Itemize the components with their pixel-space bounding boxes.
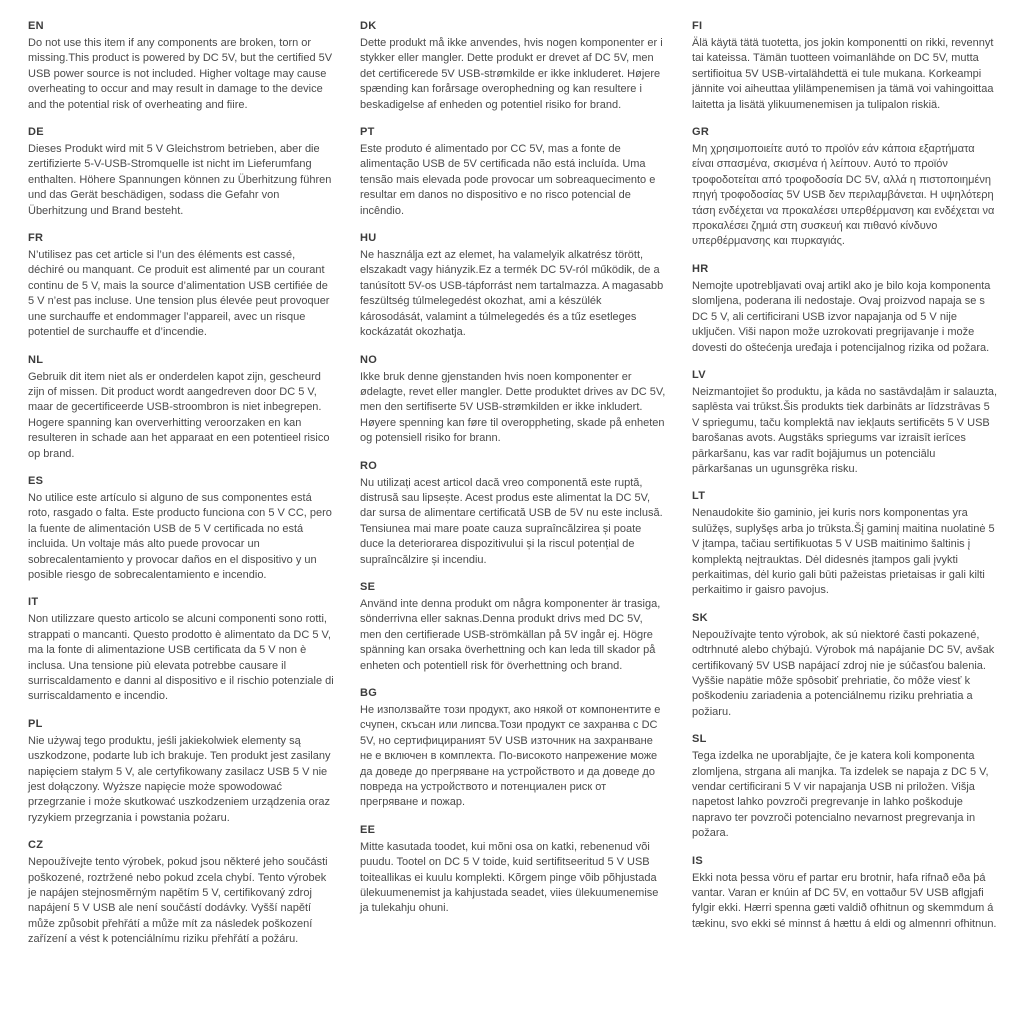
language-code: EE xyxy=(360,823,376,836)
language-code: NO xyxy=(360,353,378,366)
language-code: RO xyxy=(360,459,378,472)
language-text: Gebruik dit item niet als er onderdelen kapot zijn, gescheurd zijn of missen. Dit product wordt aangedreven door DC 5 V, maar de gecertificeerde USB-stroombron is niet inbegrepen. Hogere spanning kan oververhitting veroorzaken en kan resulteren in schade aan het apparaat en een potentieel risico op brand. xyxy=(28,370,330,460)
language-code: SE xyxy=(360,580,376,593)
language-text: No utilice este artículo si alguno de sus componentes está roto, rasgado o falta. Este producto funciona con 5 V CC, pero la fuente de alimentación USB de 5 V certificada no está incluida. Un voltaje más alto puede provocar un sobrecalentamiento y provocar daños en el dispositivo y un posible riesgo de sobrecalentamiento e incendio. xyxy=(28,491,332,581)
language-code: SK xyxy=(692,611,708,624)
language-section-de xyxy=(28,126,334,219)
language-code: BG xyxy=(360,687,378,699)
language-text: Non utilizzare questo articolo se alcuni componenti sono rotti, strappati o mancanti. Questo prodotto è alimentato da DC 5 V, ma la fonte di alimentazione USB certificata da 5 V non è inclusa. Una tensione più elevata potrebbe causare il surriscaldamento e danni al dispositivo e il rischio potenziale di surriscaldamento e incendio. xyxy=(28,613,334,703)
language-code: FI xyxy=(692,20,703,32)
language-section-sk xyxy=(692,612,998,720)
language-section-hu xyxy=(360,232,666,340)
language-text: Nie używaj tego produktu, jeśli jakiekolwiek elementy są uszkodzone, podarte lub ich brakuje. Ten produkt jest zasilany napięciem stałym 5 V, ale certyfikowany zasilacz USB 5 V nie jest dołączony. Wyższe napięcie może spowodować przegrzanie i może skutkować uszkodzeniem urządzenia oraz ryzykiem przegrzania i powstania pożaru. xyxy=(28,734,331,824)
language-code: PT xyxy=(360,126,375,139)
language-section-pl xyxy=(28,718,334,826)
language-section-no xyxy=(360,354,666,447)
language-text: Nepoužívejte tento výrobek, pokud jsou některé jeho součásti poškozené, roztržené nebo pokud zcela chybí. Tento výrobek je napájen stejnosměrným napětím 5 V, certifikovaný zdroj napájení 5 V USB ale není součástí dodávky. Vyšší napětí může způsobit přehřátí a může mít za následek poškození zařízení a vést k potenciálnímu riziku přehřátí a požáru. xyxy=(28,856,328,946)
language-section-ee xyxy=(360,824,666,917)
language-code: DK xyxy=(360,20,377,32)
language-code: LV xyxy=(692,368,706,381)
language-text: Älä käytä tätä tuotetta, jos jokin komponentti on rikki, revennyt tai kateissa. Tämän tuotteen voimanlähde on DC 5V, mutta sertifioitua 5V USB-virtalähdettä ei tule mukana. Korkeampi jännite voi aiheuttaa ylilämpenemisen ja tämä voi vahingoittaa laitetta ja lisätä ylikuumenemisen ja tulipalon riskiä. xyxy=(692,37,994,111)
language-code: FR xyxy=(28,232,44,245)
language-text: Ne használja ezt az elemet, ha valamelyik alkatrész törött, elszakadt vagy hiányzik.Ez a termék DC 5V-ról működik, de a tanúsított 5V-os USB-tápforrást nem tartalmazza. A magasabb feszültség túlmelegedést okozhat, ami a készülék károsodását, valamint a túlmelegedés és a tűz esetleges kockázatát okozhatja. xyxy=(360,249,664,339)
language-section-se xyxy=(360,581,666,674)
language-section-fr xyxy=(28,232,334,340)
language-text: Neizmantojiet šo produktu, ja kāda no sastāvdaļām ir salauzta, saplēsta vai trūkst.Šis produkts tiek darbināts ar līdzstrāvas 5 V spriegumu, taču komplektā nav iekļauts sertificēts 5 V USB barošanas avots. Augstāks spriegums var izraisīt ierīces pārkaršanu, kas var radīt bojājumus un potenciālu pārkaršanas un ugunsgrēka risku. xyxy=(692,385,998,475)
language-section-is xyxy=(692,855,998,933)
language-code: ES xyxy=(28,474,44,487)
language-text: Не използвайте този продукт, ако някой от компонентите е счупен, скъсан или липсва.Този продукт се захранва с DC 5V, но сертифицираният 5V USB източник на захранване не е включен в комплекта. По-високото напрежение може да доведе до прегряване на устройството и да доведе до повреда на устройството и потенциален риск от прегряване и пожар. xyxy=(360,704,661,809)
language-section-lv xyxy=(692,369,998,477)
language-section-es xyxy=(28,475,334,583)
language-code: HU xyxy=(360,232,377,245)
language-code: DE xyxy=(28,126,44,139)
language-code: IS xyxy=(692,854,703,867)
language-section-nl xyxy=(28,354,334,462)
language-section-cz xyxy=(28,839,334,947)
language-code: IT xyxy=(28,596,39,609)
language-code: LT xyxy=(692,490,706,503)
language-section-gr xyxy=(692,126,998,250)
language-code: HR xyxy=(692,262,709,275)
language-code: NL xyxy=(28,353,44,366)
language-text: Nemojte upotrebljavati ovaj artikl ako je bilo koja komponenta slomljena, poderana ili nedostaje. Ovaj proizvod napaja se s DC 5 V, ali certificirani USB izvor napajanja od 5 V nije uključen. Viši napon može uzrokovati pregrijavanje i može dovesti do oštećenja uređaja i potencijalnog rizika od požara. xyxy=(692,279,991,354)
language-code: PL xyxy=(28,717,43,730)
language-text: Do not use this item if any components are broken, torn or missing.This product is powered by DC 5V, but the certified 5V USB power source is not included. Higher voltage may cause overheating to occur and may result in damage to the device and the potential risk of overheating and fiire. xyxy=(28,37,333,111)
language-section-dk xyxy=(360,20,666,113)
language-code: CZ xyxy=(28,839,44,852)
language-section-ro xyxy=(360,460,666,568)
language-section-fi xyxy=(692,20,998,113)
language-text: Mitte kasutada toodet, kui mõni osa on katki, rebenenud või puudu. Tootel on DC 5 V toide, kuid sertifitseeritud 5 V USB toiteallikas ei kuulu komplekti. Kõrgem pinge võib põhjustada ülekuumenemist ja kahjustada seadet, viies ülekuumenemise ja tulekahju ohuni. xyxy=(360,840,659,915)
language-text: Dette produkt må ikke anvendes, hvis nogen komponenter er i stykker eller mangler. Dette produkt er drevet af DC 5V, men det certificerede 5V USB-strømkilde er ikke inkluderet. Højere spænding kan forårsage overophedning og kan resultere i beskadigelse af enheden og potentiel risiko for brand. xyxy=(360,37,663,111)
language-text: Nenaudokite šio gaminio, jei kuris nors komponentas yra sulūžęs, suplyšęs arba jo trūksta.Šį gaminį maitina nuolatinė 5 V įtampa, tačiau sertifikuotas 5 V USB maitinimo šaltinis į komplektą neįtrauktas. Dėl didesnės įtampos gali įvykti perkaitimas, dėl kurio gali būti pažeistas prietaisas ir gali kilti perkaitimo ir gaisro pavojus. xyxy=(692,507,995,597)
language-section-bg xyxy=(360,687,666,811)
language-section-pt xyxy=(360,126,666,219)
column-3 xyxy=(692,20,998,1014)
language-section-hr xyxy=(692,263,998,356)
language-text: Tega izdelka ne uporabljajte, če je katera koli komponenta zlomljena, strgana ali manjka. Ta izdelek se napaja z DC 5 V, vendar certificirani 5 V vir napajanja USB ni priložen. Višja napetost lahko povzroči pregrevanje in lahko poškoduje napravo ter povzroči potencialno nevarnost pregrevanja in požara. xyxy=(692,750,989,840)
language-text: Nu utilizați acest articol dacă vreo componentă este ruptă, distrusă sau lipsește. Acest produs este alimentat la DC 5V, dar sursa de alimentare certificată USB de 5V nu este inclusă. Tensiunea mai mare poate cauza supraîncălzirea și poate duce la deteriorarea dispozitivului și la riscul potențial de supraîncălzire și incendiu. xyxy=(360,476,663,566)
column-2 xyxy=(360,20,666,1014)
language-text: Använd inte denna produkt om några komponenter är trasiga, sönderrivna eller saknas.Denna produkt drivs med DC 5V, men den certifierade USB-strömkällan på 5V ingår ej. Högre spänning kan orsaka överhettning och kan leda till skador på enheten och potentiell risk för överhettning och brand. xyxy=(360,597,661,672)
language-code: SL xyxy=(692,733,707,746)
column-1 xyxy=(28,20,334,1014)
language-section-lt xyxy=(692,490,998,598)
language-text: Μη χρησιμοποιείτε αυτό το προϊόν εάν κάποια εξαρτήματα είναι σπασμένα, σκισμένα ή λείπουν. Αυτό το προϊόν τροφοδοτείται από τροφοδοσία DC 5V, αλλά η πιστοποιημένη πηγή τροφοδοσίας 5V USB δεν περιλαμβάνεται. Η υψηλότερη τάση ενδέχεται να προκαλέσει υπερθέρμανση και ενδέχεται να προκαλέσει ζημιά στη συσκευή και πιθανό κίνδυνο υπερθέρμανσης και πυρκαγιάς. xyxy=(692,143,995,248)
language-section-it xyxy=(28,596,334,704)
language-section-sl xyxy=(692,733,998,841)
language-text: Ekki nota þessa vöru ef partar eru brotnir, hafa rifnað eða þá vantar. Varan er knúin af DC 5V, en vottaður 5V USB aflgjafi fylgir ekki. Hærri spenna gæti valdið ofhitnun og skemmdum á tækinu, svo ekki sé minnst á hættu á eldi og almennri ofhitnun. xyxy=(692,871,997,930)
language-text: Ikke bruk denne gjenstanden hvis noen komponenter er ødelagte, revet eller mangler. Dette produktet drives av DC 5V, men den sertifiserte 5V USB-strømkilden er ikke inkludert. Høyere spenning kan føre til overoppheting, skade på enheten og potensiell risiko for brann. xyxy=(360,370,666,445)
language-text: N’utilisez pas cet article si l’un des éléments est cassé, déchiré ou manquant. Ce produit est alimenté par un courant continu de 5 V, mais la source d’alimentation USB certifiée de 5 V n’est pas incluse. Une tension plus élevée peut provoquer une surchauffe et endommager l’appareil, avec un risque potentiel de surchauffe et d’incendie. xyxy=(28,249,330,339)
language-text: Nepoužívajte tento výrobok, ak sú niektoré časti pokazené, odtrhnuté alebo chýbajú. Výrobok má napájanie DC 5V, avšak certifikovaný 5V USB napájací zdroj nie je súčasťou balenia. Vyššie napätie môže spôsobiť prehriatie, čo môže viesť k poškodeniu zariadenia a potenciálnemu riziku prehriatia a požiaru. xyxy=(692,628,995,718)
language-text: Dieses Produkt wird mit 5 V Gleichstrom betrieben, aber die zertifizierte 5-V-USB-Stromquelle ist nicht im Lieferumfang enthalten. Höhere Spannungen können zu Überhitzung führen und das Gerät beschädigen, sodass die Gefahr von Überhitzung und Brand besteht. xyxy=(28,143,332,217)
language-section-en xyxy=(28,20,334,113)
language-code: EN xyxy=(28,20,44,32)
language-code: GR xyxy=(692,126,710,139)
language-text: Este produto é alimentado por CC 5V, mas a fonte de alimentação USB de 5V certificada não está incluída. Uma tensão mais elevada pode provocar um sobreaquecimento e resultar em danos no dispositivo e no risco potencial de incêndio. xyxy=(360,143,656,217)
